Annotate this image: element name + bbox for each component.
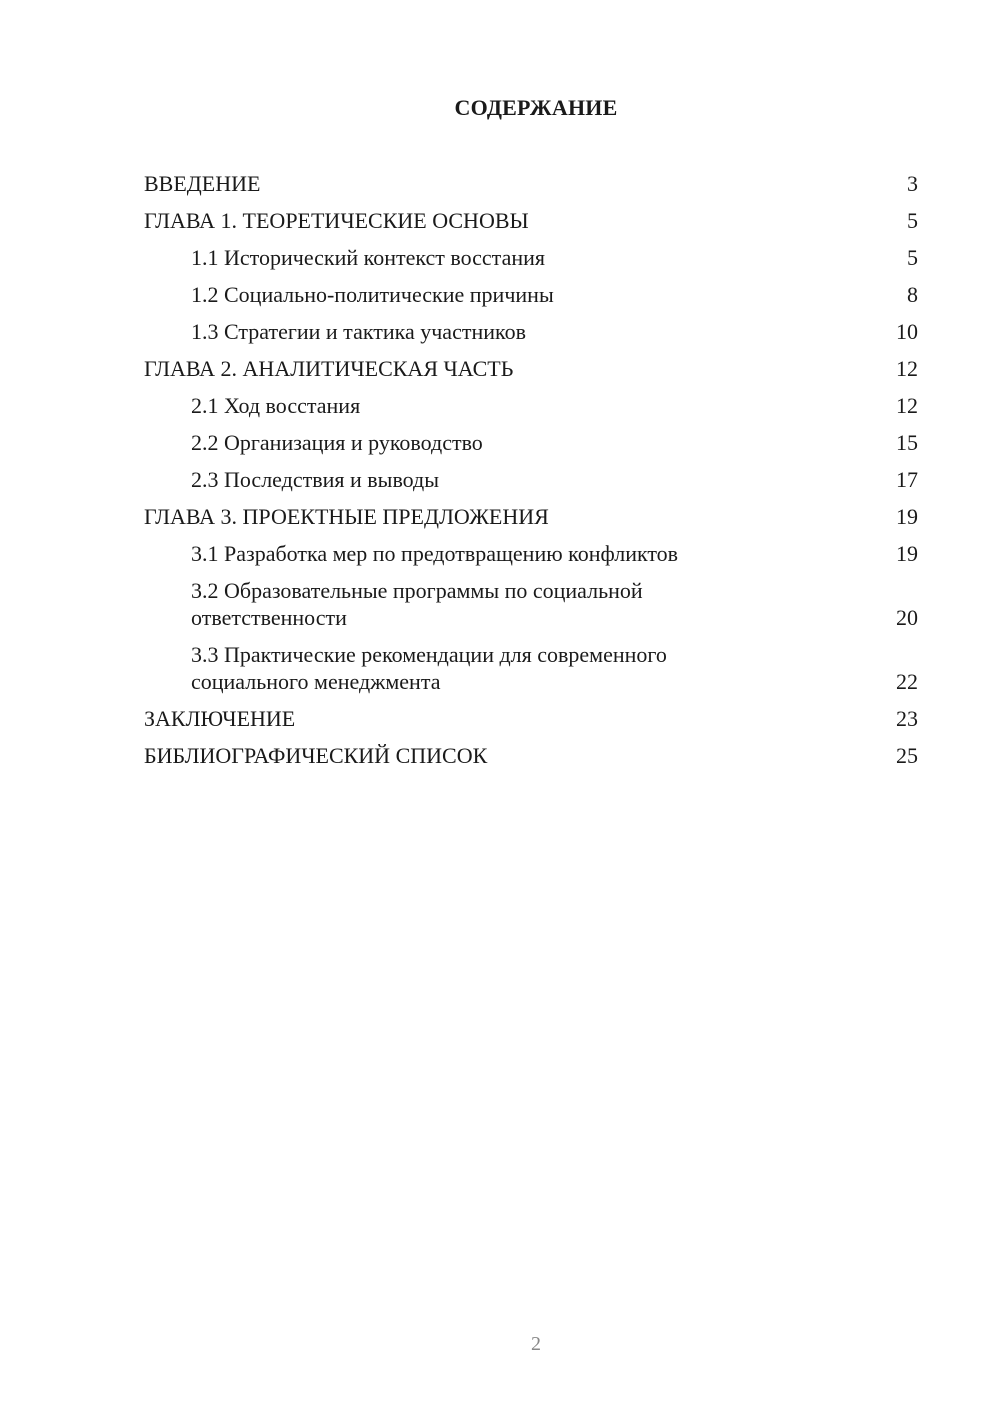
toc-entry-page: 5 [907, 245, 918, 270]
toc-entry-section-2-3[interactable] [144, 466, 918, 493]
toc-entry-page: 12 [896, 356, 918, 381]
toc-entry-bibliography[interactable] [144, 742, 918, 769]
toc-entry-page: 12 [896, 393, 918, 418]
page-title: СОДЕРЖАНИЕ [454, 95, 618, 120]
toc-entry-page: 25 [896, 743, 918, 768]
toc-entry-page: 19 [896, 504, 918, 529]
toc-entry-label: 1.3 Стратегии и тактика участников [191, 319, 526, 344]
toc-entry-page: 20 [896, 605, 918, 630]
toc-entry-section-2-1[interactable] [144, 392, 918, 419]
toc-entry-page: 19 [896, 541, 918, 566]
table-of-contents [144, 170, 918, 779]
toc-entry-conclusion[interactable] [144, 705, 918, 732]
toc-entry-chapter-2[interactable] [144, 355, 918, 382]
toc-entry-page: 22 [896, 669, 918, 694]
toc-entry-page: 23 [896, 706, 918, 731]
toc-entry-label: ГЛАВА 3. ПРОЕКТНЫЕ ПРЕДЛОЖЕНИЯ [144, 504, 549, 529]
toc-entry-label: 2.1 Ход восстания [191, 393, 361, 418]
toc-entry-chapter-1[interactable] [144, 207, 918, 234]
toc-entry-label: 1.1 Исторический контекст восстания [191, 245, 545, 270]
toc-entry-label: 3.1 Разработка мер по предотвращению конфликтов [191, 541, 679, 566]
toc-entry-label: ЗАКЛЮЧЕНИЕ [144, 706, 296, 731]
toc-entry-page: 3 [907, 171, 918, 196]
toc-entry-section-3-2[interactable] [144, 577, 918, 631]
toc-entry-section-3-1[interactable] [144, 540, 918, 567]
toc-entry-label: ВВЕДЕНИЕ [144, 171, 261, 196]
toc-entry-label: 3.3 Практические рекомендации для современного социального менеджмента [191, 642, 667, 694]
toc-entry-page: 10 [896, 319, 918, 344]
toc-entry-label: ГЛАВА 2. АНАЛИТИЧЕСКАЯ ЧАСТЬ [144, 356, 514, 381]
toc-entry-label: 3.2 Образовательные программы по социальной ответственности [191, 578, 643, 630]
toc-entry-section-1-2[interactable] [144, 281, 918, 308]
toc-entry-page: 15 [896, 430, 918, 455]
toc-entry-section-3-3[interactable] [144, 641, 918, 695]
toc-entry-label: 2.2 Организация и руководство [191, 430, 483, 455]
toc-entry-page: 17 [896, 467, 918, 492]
page-number: 2 [531, 1333, 541, 1355]
toc-entry-label: 1.2 Социально-политические причины [191, 282, 554, 307]
toc-entry-section-1-1[interactable] [144, 244, 918, 271]
toc-entry-label: ГЛАВА 1. ТЕОРЕТИЧЕСКИЕ ОСНОВЫ [144, 208, 529, 233]
toc-entry-page: 8 [907, 282, 918, 307]
toc-entry-chapter-3[interactable] [144, 503, 918, 530]
toc-entry-page: 5 [907, 208, 918, 233]
toc-entry-section-1-3[interactable] [144, 318, 918, 345]
toc-entry-section-2-2[interactable] [144, 429, 918, 456]
toc-entry-label: БИБЛИОГРАФИЧЕСКИЙ СПИСОК [144, 743, 488, 768]
toc-entry-label: 2.3 Последствия и выводы [191, 467, 440, 492]
toc-entry-introduction[interactable] [144, 170, 918, 197]
